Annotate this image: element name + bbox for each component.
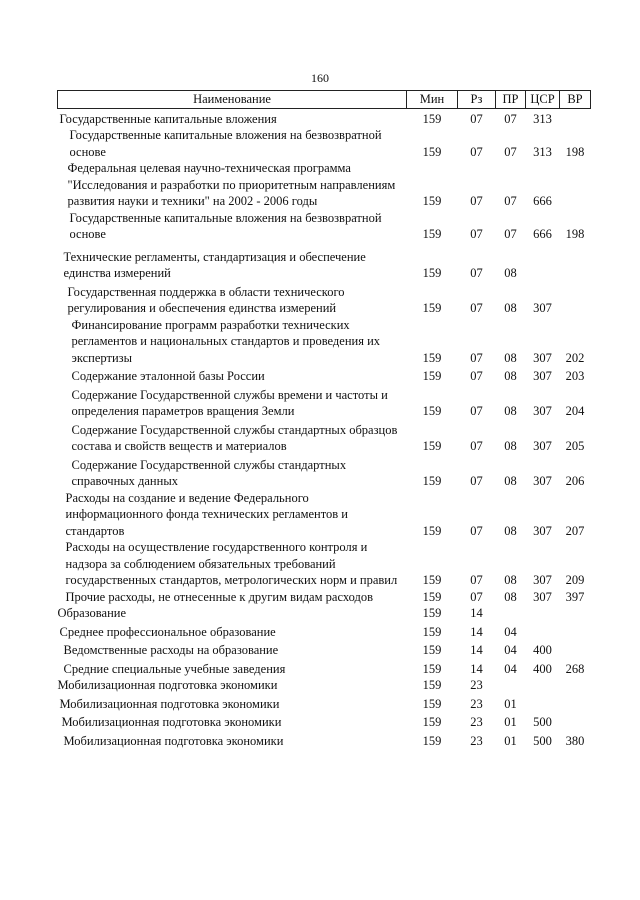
header-pr: ПР xyxy=(496,91,526,109)
table-row xyxy=(58,605,591,622)
row-vr: 205 xyxy=(565,439,585,453)
row-rz: 23 xyxy=(470,696,483,711)
row-csr: 400 xyxy=(533,661,552,676)
row-rz: 07 xyxy=(470,194,483,208)
row-csr: 500 xyxy=(533,715,552,729)
row-pr: 08 xyxy=(504,350,517,365)
row-name: Расходы на создание и ведение Федерального информационного фонда технических регламентов и стандартов xyxy=(65,490,348,538)
table-row xyxy=(58,539,591,589)
row-name: Содержание Государственной службы времени и частоты и определения параметров вращения Земли xyxy=(71,387,388,418)
row-pr: 01 xyxy=(504,696,517,711)
row-name: Государственные капитальные вложения xyxy=(59,111,277,126)
row-vr: 380 xyxy=(565,733,585,748)
row-rz: 23 xyxy=(470,678,483,692)
row-rz: 14 xyxy=(470,606,483,620)
row-name: Образование xyxy=(57,606,127,620)
row-rz: 07 xyxy=(470,111,483,126)
row-pr: 01 xyxy=(504,715,517,729)
row-vr: 198 xyxy=(565,144,585,159)
row-pr: 07 xyxy=(504,194,517,208)
row-csr xyxy=(526,605,560,622)
table-row xyxy=(58,712,591,731)
row-rz: 14 xyxy=(470,643,483,657)
row-min: 159 xyxy=(422,144,442,159)
row-min: 159 xyxy=(422,661,442,676)
row-csr: 307 xyxy=(533,404,552,418)
row-vr xyxy=(560,712,591,731)
row-name: Среднее профессиональное образование xyxy=(59,624,276,639)
row-pr: 04 xyxy=(504,643,517,657)
row-pr xyxy=(496,605,526,622)
row-vr: 207 xyxy=(565,523,585,538)
row-csr: 307 xyxy=(533,523,552,538)
row-min: 159 xyxy=(422,573,442,587)
header-csr: ЦСР xyxy=(526,91,560,109)
row-csr xyxy=(526,243,560,282)
row-name: Содержание Государственной службы стандартных образцов состава и свойств веществ и материалов xyxy=(71,422,398,453)
row-name: Содержание Государственной службы стандартных справочных данных xyxy=(71,457,347,488)
row-name: Мобилизационная подготовка экономики xyxy=(63,733,284,748)
row-vr xyxy=(560,282,591,317)
row-vr xyxy=(560,677,591,694)
row-csr: 307 xyxy=(533,573,552,587)
row-csr: 400 xyxy=(533,643,552,657)
row-pr: 08 xyxy=(504,369,517,383)
row-csr xyxy=(526,694,560,713)
row-min: 159 xyxy=(422,696,442,711)
header-min: Мин xyxy=(407,91,458,109)
row-vr xyxy=(560,605,591,622)
budget-table xyxy=(57,90,591,749)
row-pr: 07 xyxy=(504,111,517,126)
row-rz: 07 xyxy=(470,404,483,418)
table-row xyxy=(58,420,591,455)
row-min: 159 xyxy=(422,715,442,729)
row-rz: 23 xyxy=(470,733,483,748)
row-vr: 198 xyxy=(565,227,585,241)
row-vr: 268 xyxy=(565,661,585,676)
row-min: 159 xyxy=(422,624,442,639)
header-rz: Рз xyxy=(458,91,496,109)
row-csr xyxy=(526,622,560,641)
table-row xyxy=(58,455,591,490)
table-row xyxy=(58,243,591,282)
row-rz: 07 xyxy=(470,227,483,241)
row-pr: 07 xyxy=(504,227,517,241)
row-vr xyxy=(560,694,591,713)
row-pr: 04 xyxy=(504,661,517,676)
table-row xyxy=(58,127,591,160)
row-rz: 07 xyxy=(470,523,483,538)
row-csr: 307 xyxy=(533,350,552,365)
page-number: 160 xyxy=(311,71,329,85)
row-csr: 666 xyxy=(533,194,552,208)
row-name: Содержание эталонной базы России xyxy=(71,369,265,383)
table-row xyxy=(58,385,591,420)
row-rz: 07 xyxy=(470,474,483,488)
row-min: 159 xyxy=(422,266,442,280)
row-rz: 14 xyxy=(470,624,483,639)
row-pr xyxy=(496,677,526,694)
row-vr xyxy=(560,160,591,210)
row-csr: 307 xyxy=(533,474,552,488)
table-row xyxy=(58,731,591,750)
row-pr: 08 xyxy=(504,439,517,453)
row-name: Средние специальные учебные заведения xyxy=(63,661,286,676)
row-pr: 08 xyxy=(504,573,517,587)
row-rz: 07 xyxy=(470,573,483,587)
row-pr: 08 xyxy=(504,301,517,315)
row-name: Мобилизационная подготовка экономики xyxy=(57,678,278,692)
row-min: 159 xyxy=(422,589,442,604)
row-vr xyxy=(560,108,591,127)
row-name: Государственная поддержка в области технического регулирования и обеспечения единства измерений xyxy=(67,284,345,315)
row-csr: 313 xyxy=(533,111,552,126)
row-name: Ведомственные расходы на образование xyxy=(63,643,279,657)
table-row xyxy=(58,282,591,317)
row-pr: 07 xyxy=(504,144,517,159)
row-min: 159 xyxy=(422,350,442,365)
table-row xyxy=(58,108,591,127)
row-min: 159 xyxy=(422,733,442,748)
row-pr: 01 xyxy=(504,733,517,748)
row-vr: 209 xyxy=(565,573,585,587)
row-min: 159 xyxy=(422,523,442,538)
table-row xyxy=(58,694,591,713)
row-min: 159 xyxy=(422,301,442,315)
header-name: Наименование xyxy=(58,91,407,109)
table-row xyxy=(58,622,591,641)
row-vr xyxy=(560,640,591,659)
row-min: 159 xyxy=(422,606,442,620)
row-vr xyxy=(560,622,591,641)
row-name: Мобилизационная подготовка экономики xyxy=(61,715,282,729)
row-min: 159 xyxy=(422,369,442,383)
row-csr: 307 xyxy=(533,301,552,315)
row-name: Прочие расходы, не отнесенные к другим видам расходов xyxy=(65,589,374,604)
row-csr: 307 xyxy=(533,439,552,453)
header-vr: ВР xyxy=(560,91,591,109)
row-vr: 202 xyxy=(565,350,585,365)
row-vr: 206 xyxy=(565,474,585,488)
row-name: Расходы на осуществление государственного контроля и надзора за соблюдением обязательных требований государственных стандартов, метрологических норм и правил xyxy=(65,540,398,587)
row-pr: 08 xyxy=(504,404,517,418)
row-rz: 07 xyxy=(470,439,483,453)
row-rz: 07 xyxy=(470,301,483,315)
row-vr: 204 xyxy=(565,404,585,418)
row-pr: 08 xyxy=(504,523,517,538)
row-name: Федеральная целевая научно-техническая программа "Исследования и разработки по приоритетным направлениям развития науки и техники" на 2002 - 2006 годы xyxy=(67,161,396,208)
row-csr: 666 xyxy=(533,227,552,241)
row-pr: 08 xyxy=(504,589,517,604)
table-row xyxy=(58,640,591,659)
row-pr: 08 xyxy=(504,474,517,488)
table-row xyxy=(58,490,591,540)
row-csr: 500 xyxy=(533,733,552,748)
row-min: 159 xyxy=(422,474,442,488)
row-name: Технические регламенты, стандартизация и обеспечение единства измерений xyxy=(63,249,366,280)
row-csr: 307 xyxy=(533,369,552,383)
row-min: 159 xyxy=(422,111,442,126)
row-rz: 23 xyxy=(470,715,483,729)
row-vr: 397 xyxy=(565,589,585,604)
row-name: Финансирование программ разработки технических регламентов и национальных стандартов и проведения их экспертизы xyxy=(71,317,381,365)
table-row xyxy=(58,677,591,694)
table-row xyxy=(58,659,591,678)
row-csr xyxy=(526,677,560,694)
table-row xyxy=(58,317,591,367)
row-rz: 07 xyxy=(470,144,483,159)
table-row xyxy=(58,210,591,243)
row-min: 159 xyxy=(422,678,442,692)
row-min: 159 xyxy=(422,227,442,241)
row-min: 159 xyxy=(422,194,442,208)
row-name: Мобилизационная подготовка экономики xyxy=(59,696,280,711)
row-csr: 307 xyxy=(533,589,552,604)
row-min: 159 xyxy=(422,404,442,418)
row-rz: 07 xyxy=(470,369,483,383)
row-csr: 313 xyxy=(533,144,552,159)
row-rz: 07 xyxy=(470,589,483,604)
table-row xyxy=(58,589,591,606)
row-name: Государственные капитальные вложения на безвозвратной основе xyxy=(69,128,382,159)
table-row xyxy=(58,366,591,385)
table-row xyxy=(58,160,591,210)
row-min: 159 xyxy=(422,643,442,657)
row-rz: 07 xyxy=(470,350,483,365)
row-pr: 08 xyxy=(504,266,517,280)
row-min: 159 xyxy=(422,439,442,453)
row-pr: 04 xyxy=(504,624,517,639)
row-vr xyxy=(560,243,591,282)
row-name: Государственные капитальные вложения на безвозвратной основе xyxy=(69,210,382,241)
row-rz: 14 xyxy=(470,661,483,676)
row-vr: 203 xyxy=(565,369,585,383)
table-header-row xyxy=(58,91,591,109)
row-rz: 07 xyxy=(470,266,483,280)
